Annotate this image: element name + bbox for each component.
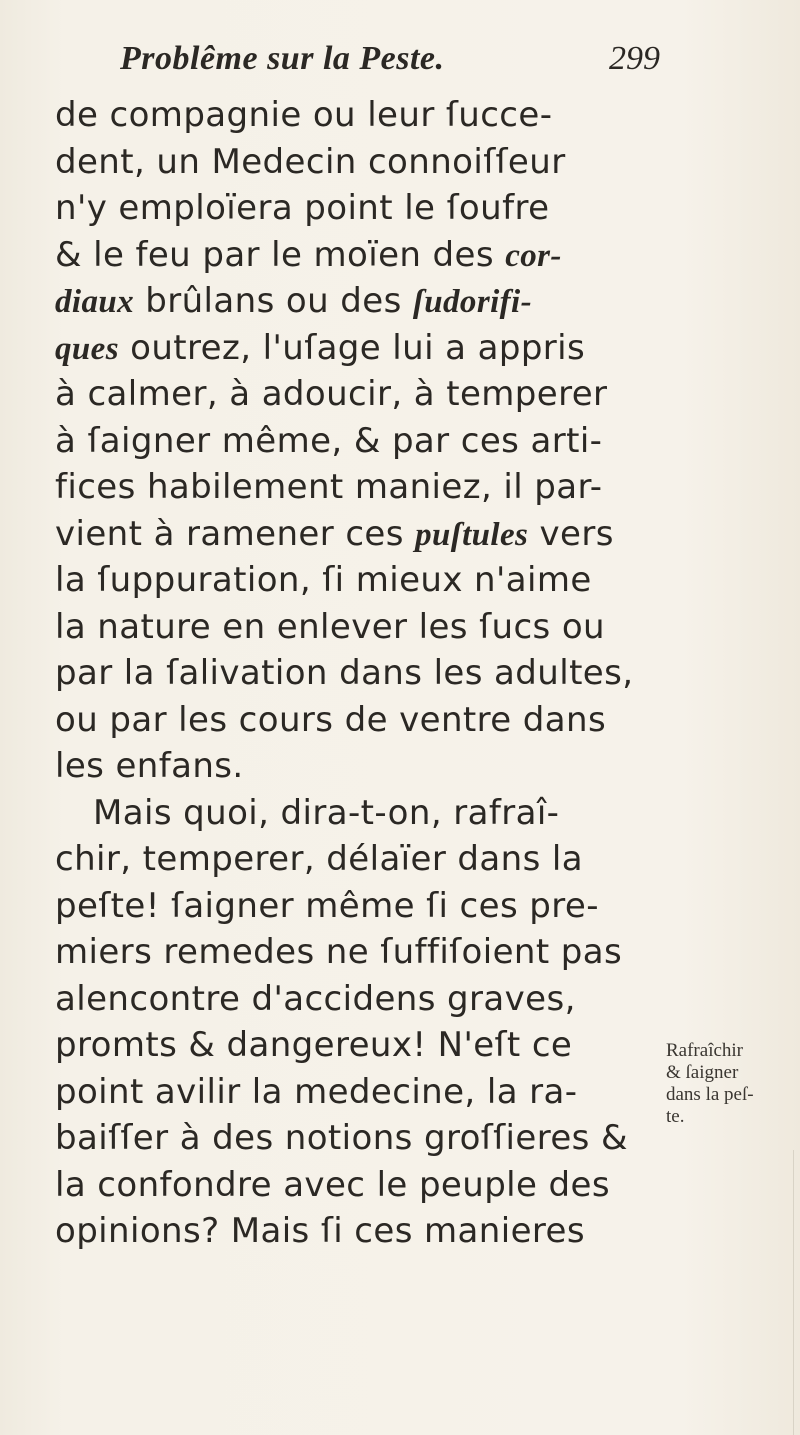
text-line: opinions? Mais ſi ces manieres [55, 1211, 585, 1251]
margin-note-line: & ſaigner [666, 1062, 739, 1083]
italic-term: ſudorifi- [412, 284, 532, 320]
text-line: la nature en enlever les ſucs ou [55, 606, 606, 647]
body-text [55, 92, 634, 1255]
running-title: Problême sur la Peste. [120, 40, 445, 77]
text-line: fices habilement maniez, il par- [55, 467, 603, 507]
text-line: promts & dangereux! N'eſt ce [55, 1025, 573, 1065]
page-number: 299 [609, 40, 660, 77]
text-line: la confondre avec le peuple des [55, 1164, 610, 1205]
text-line: par la ſalivation dans les adultes, [55, 653, 634, 693]
text-line: à ſaigner même, & par ces arti- [55, 420, 603, 461]
text-line: à calmer, à adoucir, à temperer [55, 374, 608, 414]
text-line: alencontre d'accidens graves, [55, 978, 576, 1019]
page-header [120, 40, 660, 92]
italic-term: ques [55, 330, 119, 367]
page-edge-shadow [793, 1150, 800, 1435]
text-line: les enfans. [55, 746, 244, 786]
text-line: diaux brûlans ou des ſudorifi- [55, 281, 532, 321]
text-line: ques outrez, l'uſage lui a appris [55, 327, 586, 368]
text-line: la ſuppuration, ſi mieux n'aime [55, 560, 592, 600]
italic-term: puſtules [415, 516, 529, 553]
text-line: baiſſer à des notions groſſieres & [55, 1118, 628, 1158]
text-line: vient à ramener ces puſtules vers [55, 513, 614, 554]
text-line: ou par les cours de ventre dans [55, 699, 607, 740]
margin-note [666, 1040, 794, 1128]
italic-term: cor- [505, 237, 562, 274]
margin-note-line: Rafraîchir [666, 1040, 744, 1061]
text-line: miers remedes ne ſuffiſoient pas [55, 932, 623, 972]
text-line: n'y emploïera point le ſoufre [55, 188, 550, 228]
text-line: dent, un Medecin connoiſſeur [55, 141, 566, 182]
text-line: de compagnie ou leur ſucce- [55, 95, 553, 135]
text-line: & le feu par le moïen des cor- [55, 234, 562, 275]
text-line: point avilir la medecine, la ra- [55, 1071, 578, 1112]
text-line: peſte! ſaigner même ſi ces pre- [55, 885, 599, 926]
margin-note-line: dans la peſ- [666, 1084, 754, 1105]
italic-term: diaux [55, 284, 135, 320]
margin-note-line: te. [666, 1106, 685, 1127]
text-line: Mais quoi, dira-t-on, rafraî- [93, 792, 560, 833]
text-line: chir, temperer, délaïer dans la [55, 839, 583, 879]
